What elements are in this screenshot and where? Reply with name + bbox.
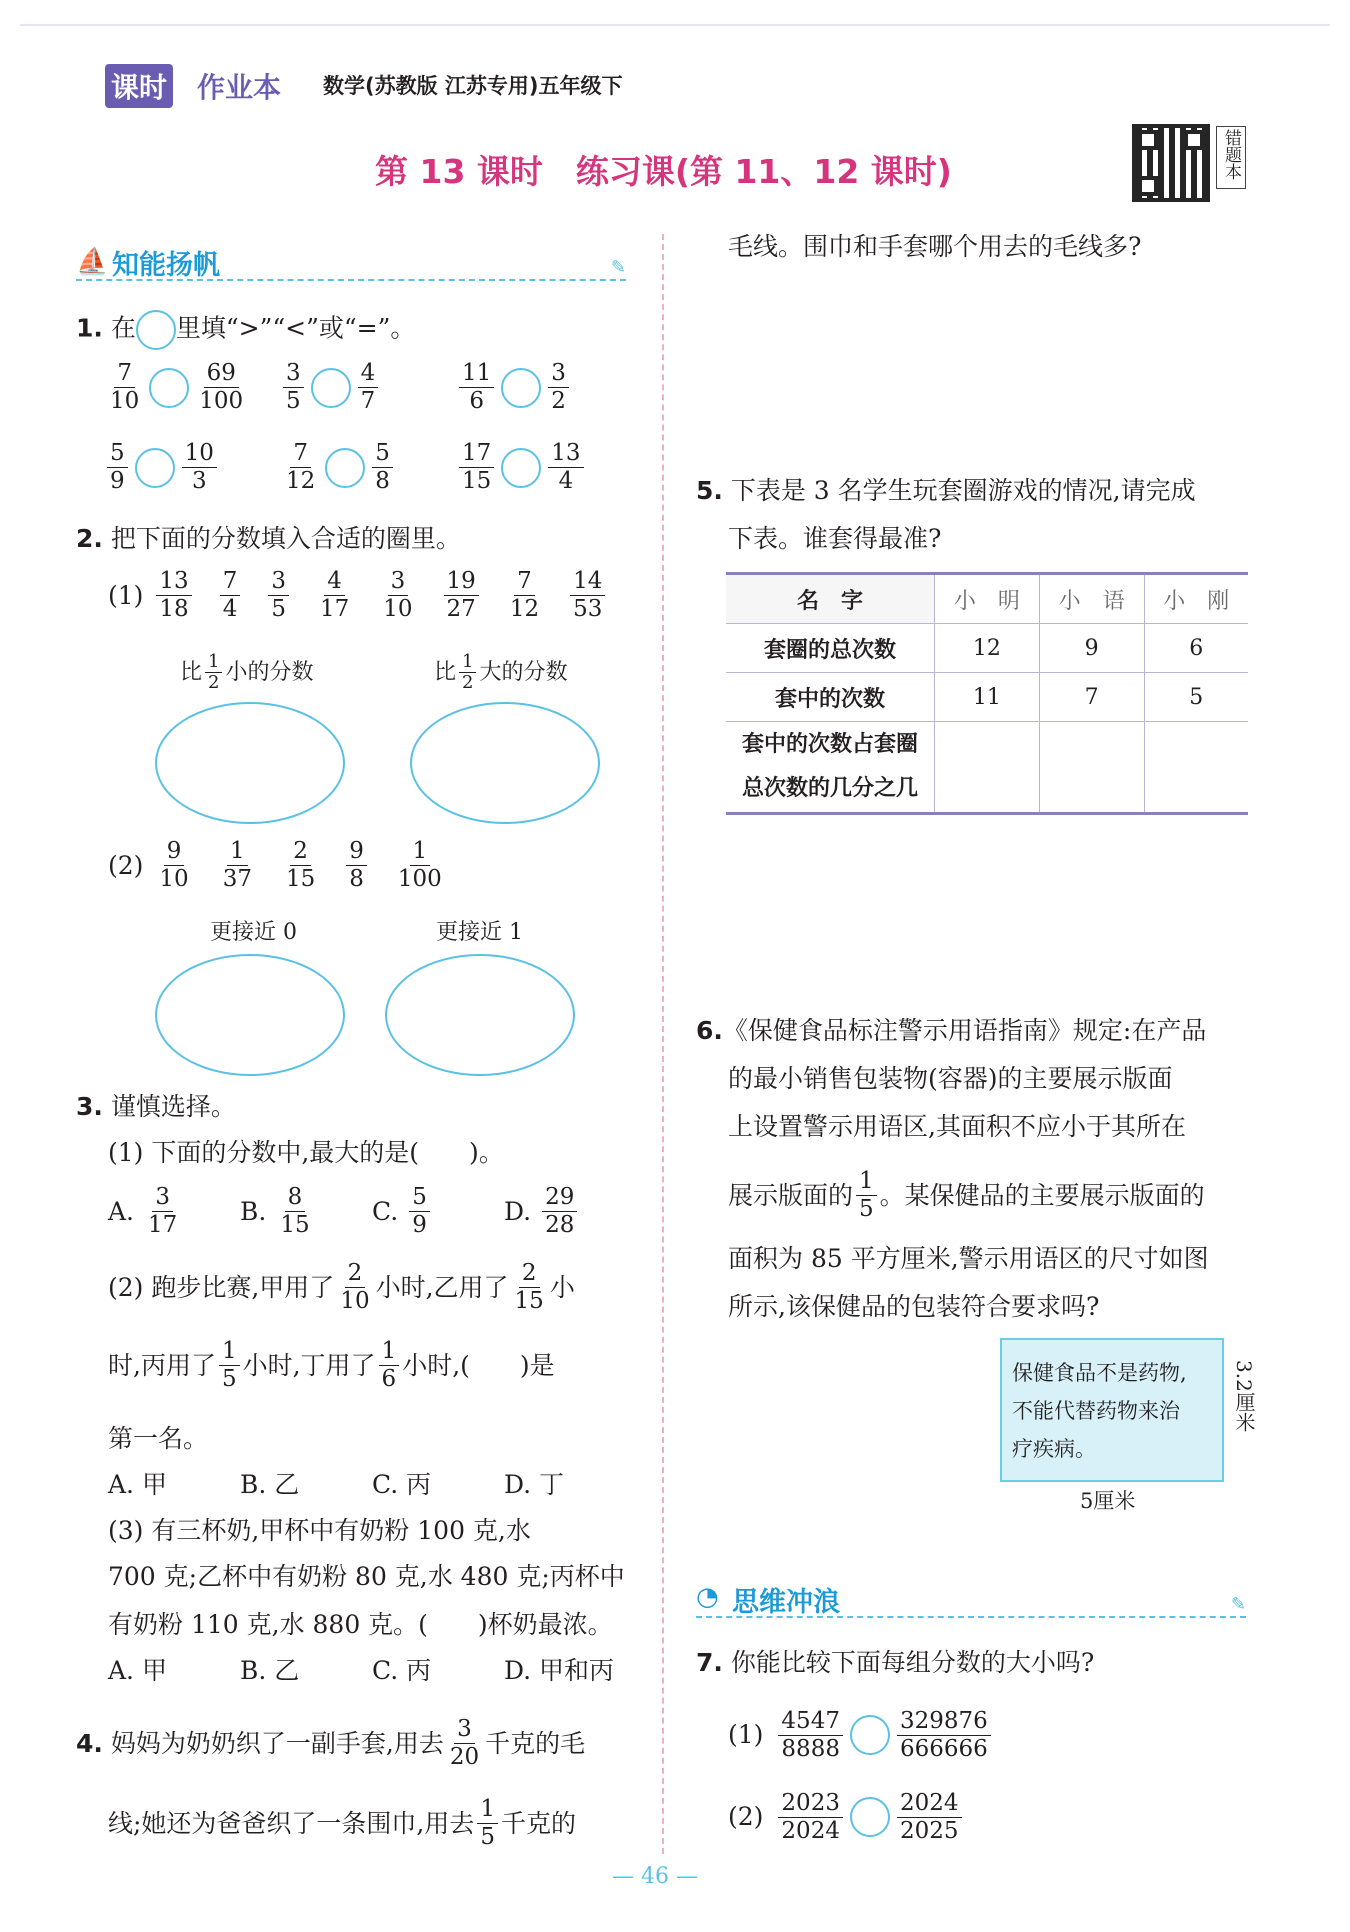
q1-row-2 (104, 440, 632, 495)
header-student: 小 语 (1039, 574, 1144, 624)
fraction: $\frac{7}{10}$ (110, 360, 140, 414)
fraction: $\frac{1}{37}$ (222, 838, 252, 892)
logo-sub: 作业本 (197, 71, 282, 104)
answer-cell[interactable] (935, 722, 1040, 814)
table-row (726, 722, 1248, 814)
fraction: $\frac{2024}{2025}$ (897, 1790, 962, 1845)
q1-prefix: 在 (110, 313, 136, 343)
fraction: $\frac{7}{12}$ (286, 440, 316, 494)
compare-circle[interactable] (501, 448, 541, 488)
answer-ellipse-closer-to-0[interactable] (155, 954, 345, 1076)
wave-icon: ◔ (696, 1582, 719, 1612)
fraction: $\frac{11}{6}$ (459, 360, 494, 415)
comparison-pair (104, 360, 280, 415)
lesson-title: 第 13 课时 练习课(第 11、12 课时) (375, 152, 952, 191)
fraction: $\frac{8}{15}$ (280, 1184, 310, 1238)
comparison-pair (280, 440, 456, 495)
compare-circle[interactable] (311, 368, 351, 408)
sailboat-icon: ⛵ (76, 247, 109, 277)
q3-sub-3-line-1: (3) 有三杯奶,甲杯中有奶粉 100 克,水 (108, 1516, 531, 1545)
question-2 (76, 524, 461, 554)
fraction: $\frac{13}{4}$ (548, 440, 583, 495)
choice-option[interactable]: B. $\frac{8}{15}$ (240, 1184, 372, 1239)
choice-option[interactable]: C. 丙 (372, 1470, 432, 1499)
fraction: $\frac{19}{27}$ (444, 568, 479, 623)
table-cell: 9 (1039, 624, 1144, 673)
fraction: $\frac{5}{9}$ (107, 440, 128, 495)
compare-circle[interactable] (325, 448, 365, 488)
choice-option[interactable]: D. 甲和丙 (504, 1656, 615, 1685)
answer-ellipse-greater-than-half[interactable] (410, 702, 600, 824)
fraction: $\frac{5}{9}$ (409, 1184, 430, 1239)
comparison-pair (104, 440, 280, 495)
q3-sub-1-options (108, 1184, 648, 1239)
header-student: 小 刚 (1163, 588, 1230, 614)
column-divider (662, 234, 664, 1854)
q3-sub-3-line-3: 有奶粉 110 克,水 880 克。( )杯奶最浓。 (108, 1610, 613, 1639)
fraction: $\frac{3}{5}$ (283, 360, 304, 415)
question-number: 3. (76, 1092, 103, 1121)
table-row (726, 624, 1248, 673)
section-heading-2 (696, 1580, 1246, 1618)
fraction: $\frac{13}{18}$ (156, 568, 191, 623)
fraction: $\frac{17}{15}$ (459, 440, 494, 495)
qr-finder-icon (1184, 130, 1204, 150)
fraction: $\frac{3}{10}$ (383, 568, 413, 622)
question-3 (76, 1092, 236, 1122)
part-label: (1) (108, 580, 144, 610)
width-dimension-label: 5厘米 (1080, 1489, 1136, 1513)
q3-sub-3-options (108, 1656, 648, 1686)
header-rule (20, 24, 1330, 26)
compare-circle[interactable] (850, 1715, 890, 1755)
question-number: 5. (696, 476, 723, 505)
choice-option[interactable]: B. 乙 (240, 1656, 300, 1685)
fraction: $\frac{2}{15}$ (285, 838, 316, 892)
answer-cell[interactable] (1144, 722, 1248, 814)
question-number: 4. (76, 1728, 103, 1758)
fraction: $\frac{29}{28}$ (542, 1184, 577, 1239)
comparison-row: (2) $\frac{2023}{2024}$ $\frac{2024}{2025}$ (728, 1776, 994, 1858)
qr-finder-icon (1138, 130, 1158, 150)
q3-sub-2-line-2: 时,丙用了 $\frac{1}{5}$ 小时,丁用了 $\frac{1}{6}$ 小时,( )是 (108, 1338, 555, 1392)
q3-sub-2-options (108, 1470, 648, 1500)
warning-text-line: 不能代替药物来治 (1012, 1399, 1180, 1423)
section-title: 思维冲浪 (732, 1587, 840, 1618)
pen-icon: ✎ (610, 257, 626, 278)
header-name: 名 字 (726, 574, 935, 624)
choice-option[interactable]: C. $\frac{5}{9}$ (372, 1184, 504, 1239)
choice-option[interactable]: D. $\frac{29}{28}$ (504, 1184, 636, 1239)
table-cell: 6 (1189, 635, 1204, 661)
choice-option[interactable]: B. 乙 (240, 1470, 300, 1499)
question-number: 7. (696, 1648, 723, 1677)
row-label: 套圈的总次数 (726, 624, 935, 673)
fraction: $\frac{9}{10}$ (159, 838, 189, 892)
warning-label-box (1000, 1338, 1224, 1482)
table-cell: 7 (1039, 673, 1144, 722)
question-number: 1. (76, 313, 103, 343)
pen-icon: ✎ (1230, 1594, 1246, 1615)
fraction: $\frac{2023}{2024}$ (778, 1790, 843, 1845)
q5-line-1: 5. 下表是 3 名学生玩套圈游戏的情况,请完成 (696, 476, 1196, 505)
fraction: $\frac{3}{2}$ (548, 360, 569, 415)
choice-option[interactable]: A. 甲 (108, 1656, 167, 1685)
q2-fraction-list (153, 568, 608, 623)
q3-sub-2-line-3: 第一名。 (108, 1424, 209, 1453)
fraction: $\frac{5}{8}$ (372, 440, 393, 495)
question-7: 7. 你能比较下面每组分数的大小吗? (696, 1648, 1095, 1677)
compare-circle[interactable] (850, 1797, 890, 1837)
fraction: $\frac{14}{53}$ (570, 568, 605, 623)
choice-option[interactable]: A. 甲 (108, 1470, 167, 1499)
label-greater-than-half: 比 $\frac{1}{2}$ 大的分数 (434, 651, 568, 693)
part-label: (2) (108, 850, 144, 880)
warning-text-line: 疗疾病。 (1012, 1437, 1096, 1461)
table-cell: 12 (935, 624, 1040, 673)
table-row (726, 673, 1248, 722)
comparison-pair (280, 360, 456, 415)
answer-ellipse-closer-to-1[interactable] (385, 954, 575, 1076)
row-label: 套中的次数占套圈 总次数的几分之几 (726, 722, 935, 814)
question-number: 6. (696, 1016, 723, 1045)
qr-finder-icon (1138, 176, 1158, 196)
fraction: $\frac{4}{7}$ (358, 360, 379, 415)
qr-label: 错题本 (1216, 126, 1246, 189)
label-less-than-half: 比 $\frac{1}{2}$ 小的分数 (180, 651, 314, 693)
q2-part-2 (108, 838, 448, 893)
label-closer-to-0: 更接近 0 (210, 920, 297, 945)
q6-line-5: 面积为 85 平方厘米,警示用语区的尺寸如图 (728, 1244, 1209, 1273)
q6-line-6: 所示,该保健品的包装符合要求吗? (728, 1292, 1100, 1321)
answer-cell[interactable] (1039, 722, 1144, 814)
header (105, 62, 1255, 104)
compare-circle-sample (136, 310, 176, 350)
q6-line-4: 展示版面的 $\frac{1}{5}$ 。某保健品的主要展示版面的 (728, 1168, 1205, 1222)
q2-instruction: 把下面的分数填入合适的圈里。 (110, 524, 461, 553)
comparison-pair (456, 360, 632, 415)
q3-sub-2-line-1: (2) 跑步比赛,甲用了 $\frac{2}{10}$ 小时,乙用了 $\frac{2}{15}$ 小 (108, 1260, 575, 1314)
choice-option[interactable]: A. $\frac{3}{17}$ (108, 1184, 240, 1239)
question-1 (76, 310, 415, 350)
compare-circle[interactable] (149, 368, 189, 408)
fraction: $\frac{4}{17}$ (319, 568, 350, 622)
warning-text-line: 保健食品不是药物, (1012, 1361, 1187, 1385)
q4-line-2: 线;她还为爸爸织了一条围巾,用去 $\frac{1}{5}$ 千克的 (108, 1796, 577, 1850)
question-number: 2. (76, 524, 103, 553)
compare-circle[interactable] (135, 448, 175, 488)
label-closer-to-1: 更接近 1 (436, 920, 523, 945)
comparison-pair (456, 440, 632, 495)
section-title: 知能扬帆 (112, 250, 220, 281)
height-dimension-label: 3.2厘米 (1232, 1360, 1256, 1432)
page-number: — 46 — (612, 1864, 698, 1889)
header-student: 小 明 (935, 574, 1040, 624)
q3-sub-1: (1) 下面的分数中,最大的是( )。 (108, 1138, 504, 1167)
fraction: $\frac{3}{5}$ (268, 568, 289, 623)
q7-items (728, 1694, 994, 1858)
choice-option[interactable]: D. 丁 (504, 1470, 565, 1499)
q4-line-1: 4. 妈妈为奶奶织了一副手套,用去 $\frac{3}{20}$ 千克的毛 (76, 1716, 586, 1770)
fraction: $\frac{10}{3}$ (182, 440, 217, 495)
q6-line-3: 上设置警示用语区,其面积不应小于其所在 (728, 1112, 1186, 1141)
q2-part-1 (108, 568, 608, 623)
subject-label: 数学(苏教版 江苏专用)五年级下 (323, 74, 623, 98)
q3-instruction: 谨慎选择。 (110, 1092, 236, 1121)
fraction: $\frac{9}{8}$ (346, 838, 367, 893)
q5-line-2: 下表。谁套得最准? (728, 524, 942, 553)
q1-instruction: 里填“>”“<”或“=”。 (175, 313, 416, 343)
q1-row-1 (104, 360, 632, 415)
q2-fraction-list (153, 838, 447, 893)
qr-code[interactable] (1132, 124, 1210, 202)
table-header-row (726, 574, 1248, 624)
fraction: $\frac{4547}{8888}$ (778, 1708, 843, 1763)
fraction: $\frac{7}{12}$ (509, 568, 540, 622)
fraction: $\frac{1}{100}$ (397, 838, 442, 892)
q4-line-3: 毛线。围巾和手套哪个用去的毛线多? (728, 232, 1142, 261)
row-label: 套中的次数 (726, 673, 935, 722)
fraction: $\frac{69}{100}$ (199, 360, 244, 414)
fraction: $\frac{329876}{666666}$ (897, 1708, 991, 1763)
fraction: $\frac{7}{4}$ (220, 568, 241, 623)
choice-option[interactable]: C. 丙 (372, 1656, 432, 1685)
fraction: $\frac{3}{17}$ (148, 1184, 178, 1238)
comparison-row: (1) $\frac{4547}{8888}$ $\frac{329876}{666666}$ (728, 1694, 994, 1776)
table-cell: 5 (1189, 684, 1204, 710)
q3-sub-3-line-2: 700 克;乙杯中有奶粉 80 克,水 480 克;丙杯中 (108, 1562, 625, 1591)
section-heading-1 (76, 243, 626, 281)
table-cell: 11 (935, 673, 1040, 722)
compare-circle[interactable] (501, 368, 541, 408)
answer-ellipse-less-than-half[interactable] (155, 702, 345, 824)
logo-main: 课时 (105, 64, 173, 108)
ring-toss-table (726, 572, 1248, 815)
q6-line-1: 6.《保健食品标注警示用语指南》规定:在产品 (696, 1016, 1207, 1045)
q6-line-2: 的最小销售包装物(容器)的主要展示版面 (728, 1064, 1173, 1093)
